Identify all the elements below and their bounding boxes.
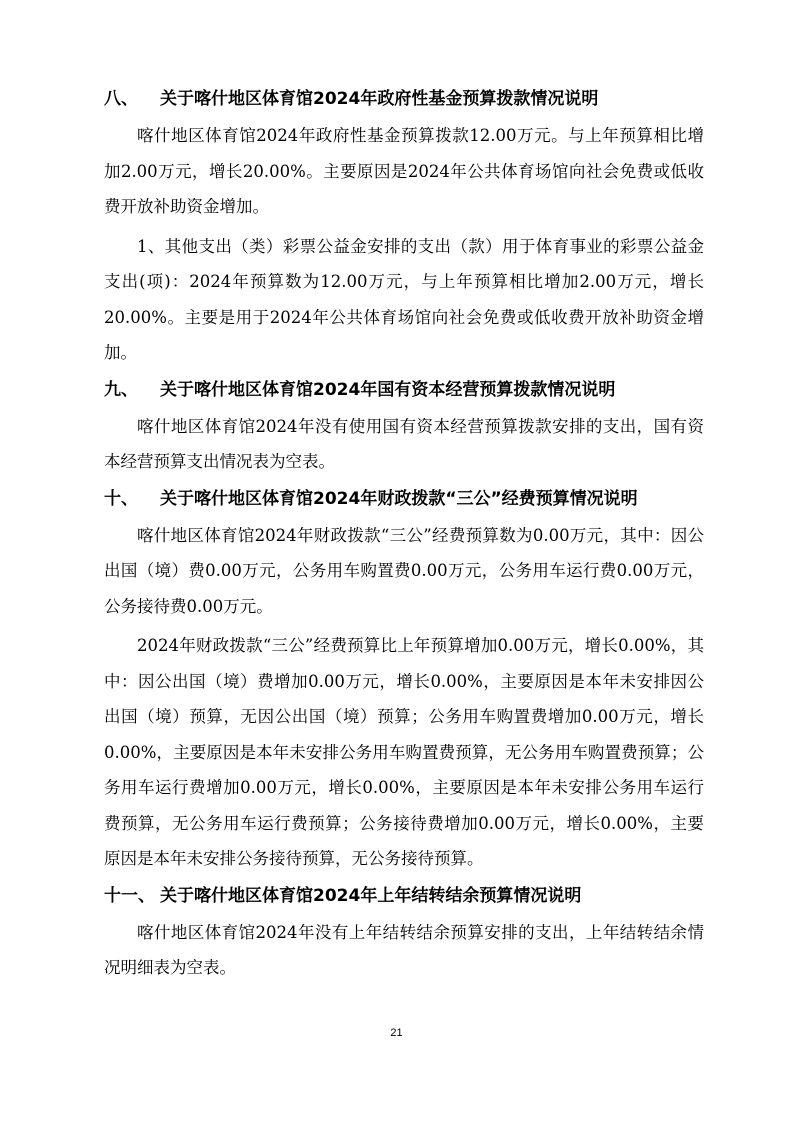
section-10 (104, 484, 704, 877)
section-8 (104, 84, 704, 371)
section-9 (104, 375, 704, 480)
paragraph: 喀什地区体育馆2024年财政拨款“三公”经费预算数为0.00万元，其中：因公出国（境）费0.00万元，公务用车购置费0.00万元，公务用车运行费0.00万元，公务接待费0.00万元。 (104, 525, 704, 616)
section-number: 十一、 (104, 885, 155, 906)
section-number: 十、 (104, 488, 138, 509)
paragraph: 喀什地区体育馆2024年政府性基金预算拨款12.00万元。与上年预算相比增加2.00万元，增长20.00%。主要原因是2024年公共体育场馆向社会免费或低收费开放补助资金增加。 (104, 126, 704, 216)
section-heading (104, 881, 704, 911)
section-heading (104, 84, 704, 114)
paragraph: 喀什地区体育馆2024年没有使用国有资本经营预算拨款安排的支出，国有资本经营预算支出情况表为空表。 (104, 416, 704, 471)
paragraph: 2024年财政拨款“三公”经费预算比上年预算增加0.00万元，增长0.00%，其中：因公出国（境）费增加0.00万元，增长0.00%，主要原因是本年未安排因公出国（境）预算，无因公出国（境）预算；公务用车购置费增加0.00万元，增长0.00%，主要原因是本年未安排公务用车购置费预算，无公务用车购置费预算；公务用车运行费增加0.00万元，增长0.00%，主要原因是本年未安排公务用车运行费预算，无公务用车运行费预算；公务接待费增加0.00万元，增长0.00%，主要原因是本年未安排公务接待预算，无公务接待预算。 (104, 636, 704, 868)
section-title: 关于喀什地区体育馆2024年财政拨款“三公”经费预算情况说明 (160, 488, 638, 509)
section-number: 八、 (104, 89, 138, 109)
section-heading (104, 375, 704, 405)
paragraph: 1、其他支出（类）彩票公益金安排的支出（款）用于体育事业的彩票公益金支出(项)：2024年预算数为12.00万元，与上年预算相比增加2.00万元，增长20.00%。主要是用于2024年公共体育场馆向社会免费或低收费开放补助资金增加。 (104, 236, 704, 362)
page-number: 21 (390, 1027, 403, 1039)
paragraph: 喀什地区体育馆2024年没有上年结转结余预算安排的支出，上年结转结余情况明细表为空表。 (104, 922, 704, 977)
document-body (104, 84, 704, 990)
section-11 (104, 881, 704, 986)
section-title: 关于喀什地区体育馆2024年政府性基金预算拨款情况说明 (160, 89, 599, 109)
section-heading (104, 484, 704, 514)
section-number: 九、 (104, 379, 138, 400)
section-title: 关于喀什地区体育馆2024年国有资本经营预算拨款情况说明 (160, 379, 616, 400)
section-title: 关于喀什地区体育馆2024年上年结转结余预算情况说明 (160, 885, 582, 906)
